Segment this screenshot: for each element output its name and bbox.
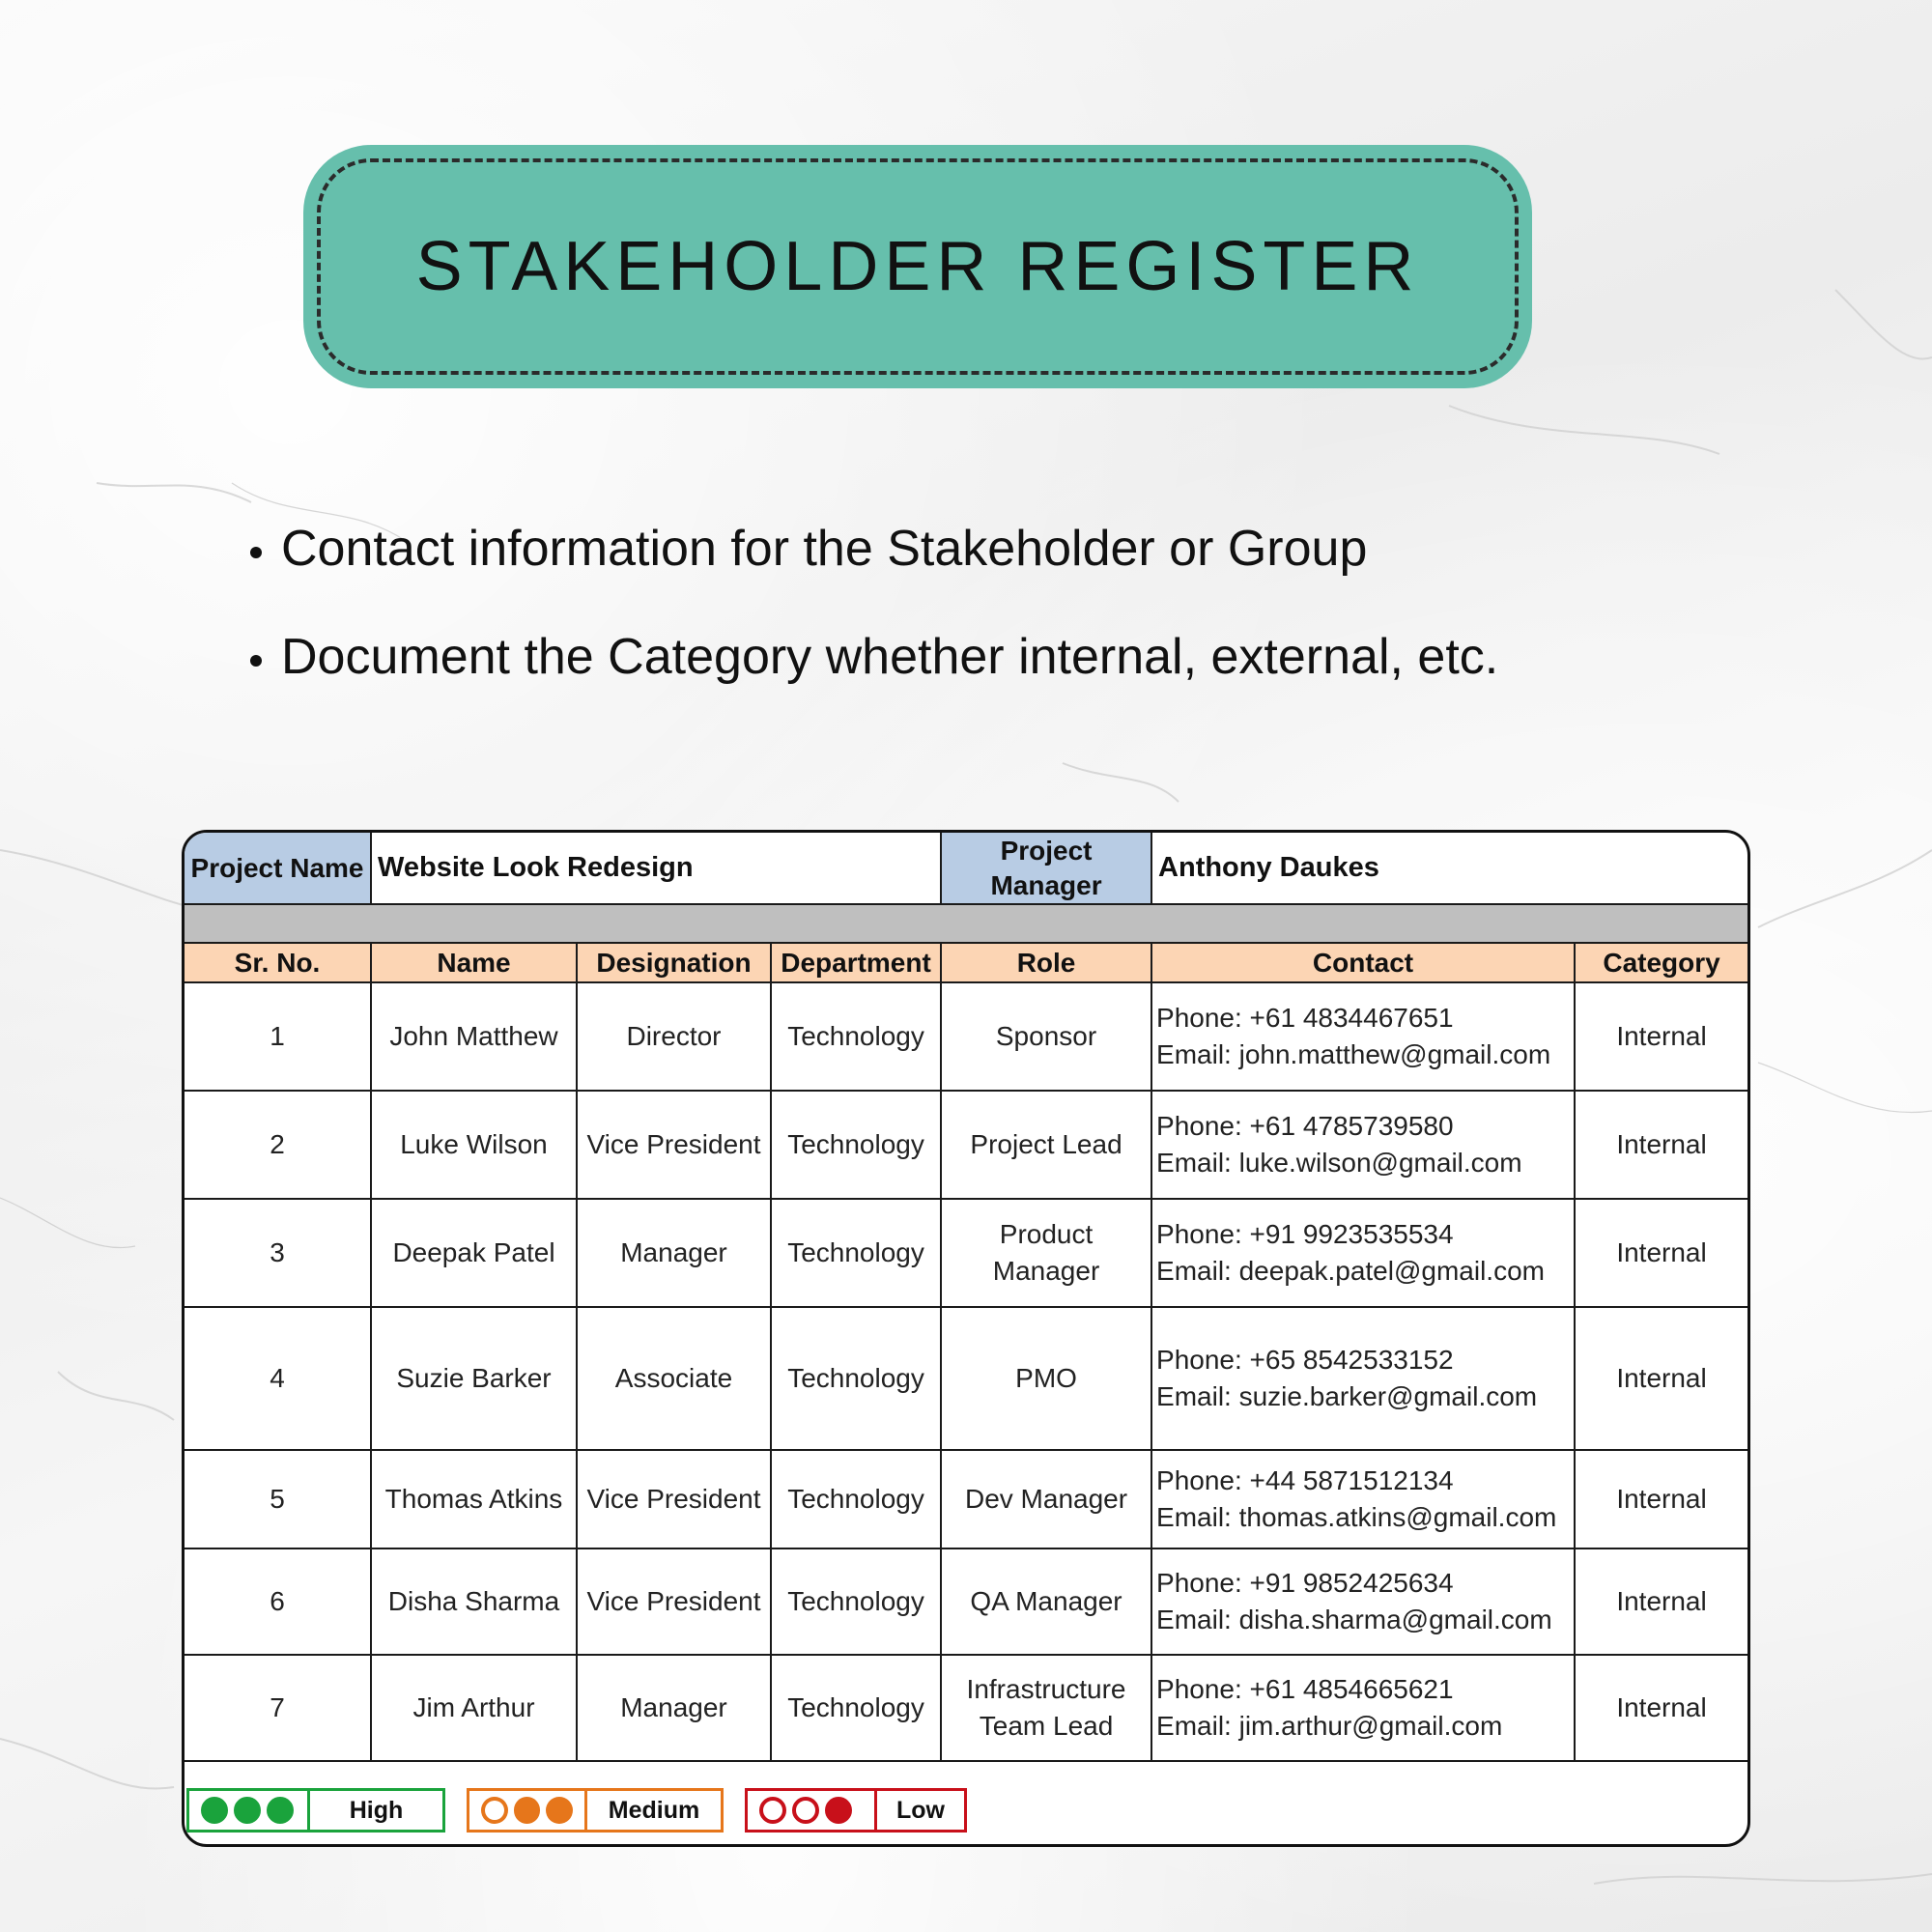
cell-contact bbox=[1151, 1307, 1575, 1450]
cell-department: Technology bbox=[771, 1450, 941, 1548]
cell-role: Infrastructure Team Lead bbox=[941, 1655, 1151, 1761]
contact-phone: Phone: +91 9923535534 bbox=[1156, 1219, 1454, 1249]
cell-name: Jim Arthur bbox=[371, 1655, 577, 1761]
cell-category: Internal bbox=[1575, 1548, 1747, 1655]
project-name-label: Project Name bbox=[185, 833, 371, 904]
cell-contact bbox=[1151, 1199, 1575, 1307]
column-header-department: Department bbox=[771, 943, 941, 982]
contact-phone: Phone: +65 8542533152 bbox=[1156, 1345, 1454, 1375]
cell-designation: Manager bbox=[577, 1655, 771, 1761]
cell-role: Sponsor bbox=[941, 982, 1151, 1091]
cell-designation: Associate bbox=[577, 1307, 771, 1450]
contact-phone: Phone: +44 5871512134 bbox=[1156, 1465, 1454, 1495]
cell-role: Project Lead bbox=[941, 1091, 1151, 1199]
cell-role: QA Manager bbox=[941, 1548, 1151, 1655]
filled-dot-icon bbox=[267, 1797, 294, 1824]
legend-dots bbox=[469, 1791, 587, 1830]
cell-designation: Director bbox=[577, 982, 771, 1091]
legend-label: Low bbox=[896, 1796, 945, 1824]
legend-item-low bbox=[745, 1788, 967, 1833]
project-manager-label: Project Manager bbox=[941, 833, 1151, 904]
cell-category: Internal bbox=[1575, 1091, 1747, 1199]
bullet-item: Contact information for the Stakeholder or Group bbox=[246, 502, 1498, 611]
empty-dot-icon bbox=[481, 1797, 508, 1824]
column-header-sr-no: Sr. No. bbox=[185, 943, 371, 982]
cell-sr-no: 6 bbox=[185, 1548, 371, 1655]
cell-name: Deepak Patel bbox=[371, 1199, 577, 1307]
contact-phone: Phone: +61 4834467651 bbox=[1156, 1003, 1454, 1033]
cell-role: Dev Manager bbox=[941, 1450, 1151, 1548]
cell-department: Technology bbox=[771, 1548, 941, 1655]
contact-phone: Phone: +91 9852425634 bbox=[1156, 1568, 1454, 1598]
cell-name: Disha Sharma bbox=[371, 1548, 577, 1655]
contact-email: Email: suzie.barker@gmail.com bbox=[1156, 1381, 1538, 1411]
cell-designation: Vice President bbox=[577, 1091, 771, 1199]
table-row bbox=[185, 1091, 1747, 1199]
filled-dot-icon bbox=[546, 1797, 573, 1824]
filled-dot-icon bbox=[514, 1797, 541, 1824]
cell-contact bbox=[1151, 1450, 1575, 1548]
table-row bbox=[185, 1450, 1747, 1548]
stakeholder-table-card bbox=[182, 830, 1750, 1847]
cell-category: Internal bbox=[1575, 1307, 1747, 1450]
filled-dot-icon bbox=[201, 1797, 228, 1824]
legend-label: Medium bbox=[608, 1796, 700, 1824]
legend-label: High bbox=[349, 1796, 404, 1824]
column-header-category: Category bbox=[1575, 943, 1747, 982]
cell-department: Technology bbox=[771, 1199, 941, 1307]
cell-contact bbox=[1151, 1655, 1575, 1761]
legend-dots bbox=[189, 1791, 310, 1830]
cell-contact bbox=[1151, 1548, 1575, 1655]
project-info-row bbox=[185, 833, 1747, 904]
cell-designation: Vice President bbox=[577, 1548, 771, 1655]
empty-dot-icon bbox=[759, 1797, 786, 1824]
table-row bbox=[185, 982, 1747, 1091]
cell-contact bbox=[1151, 982, 1575, 1091]
cell-role: PMO bbox=[941, 1307, 1151, 1450]
bullet-list bbox=[246, 502, 1498, 719]
cell-category: Internal bbox=[1575, 982, 1747, 1091]
cell-department: Technology bbox=[771, 1091, 941, 1199]
priority-legend bbox=[186, 1788, 967, 1836]
cell-category: Internal bbox=[1575, 1450, 1747, 1548]
cell-department: Technology bbox=[771, 1307, 941, 1450]
contact-phone: Phone: +61 4854665621 bbox=[1156, 1674, 1454, 1704]
project-manager-value: Anthony Daukes bbox=[1151, 833, 1747, 904]
cell-sr-no: 5 bbox=[185, 1450, 371, 1548]
column-header-name: Name bbox=[371, 943, 577, 982]
table-row bbox=[185, 1199, 1747, 1307]
legend-item-medium bbox=[467, 1788, 724, 1833]
cell-sr-no: 2 bbox=[185, 1091, 371, 1199]
cell-role: Product Manager bbox=[941, 1199, 1151, 1307]
cell-sr-no: 4 bbox=[185, 1307, 371, 1450]
filled-dot-icon bbox=[825, 1797, 852, 1824]
contact-email: Email: jim.arthur@gmail.com bbox=[1156, 1711, 1503, 1741]
cell-designation: Vice President bbox=[577, 1450, 771, 1548]
cell-category: Internal bbox=[1575, 1199, 1747, 1307]
cell-sr-no: 7 bbox=[185, 1655, 371, 1761]
separator-row bbox=[185, 904, 1747, 943]
table-row bbox=[185, 1307, 1747, 1450]
filled-dot-icon bbox=[234, 1797, 261, 1824]
cell-sr-no: 3 bbox=[185, 1199, 371, 1307]
cell-department: Technology bbox=[771, 982, 941, 1091]
bullet-item: Document the Category whether internal, external, etc. bbox=[246, 611, 1498, 719]
cell-designation: Manager bbox=[577, 1199, 771, 1307]
contact-phone: Phone: +61 4785739580 bbox=[1156, 1111, 1454, 1141]
contact-email: Email: disha.sharma@gmail.com bbox=[1156, 1605, 1552, 1634]
column-header-contact: Contact bbox=[1151, 943, 1575, 982]
cell-department: Technology bbox=[771, 1655, 941, 1761]
cell-category: Internal bbox=[1575, 1655, 1747, 1761]
legend-dots bbox=[748, 1791, 877, 1830]
column-header-role: Role bbox=[941, 943, 1151, 982]
title-banner bbox=[303, 145, 1532, 388]
cell-name: John Matthew bbox=[371, 982, 577, 1091]
cell-contact bbox=[1151, 1091, 1575, 1199]
project-name-value: Website Look Redesign bbox=[371, 833, 941, 904]
contact-email: Email: thomas.atkins@gmail.com bbox=[1156, 1502, 1557, 1532]
stakeholder-table bbox=[185, 833, 1747, 1762]
table-body bbox=[185, 982, 1747, 1761]
cell-name: Thomas Atkins bbox=[371, 1450, 577, 1548]
contact-email: Email: luke.wilson@gmail.com bbox=[1156, 1148, 1522, 1178]
contact-email: Email: john.matthew@gmail.com bbox=[1156, 1039, 1551, 1069]
table-row bbox=[185, 1655, 1747, 1761]
contact-email: Email: deepak.patel@gmail.com bbox=[1156, 1256, 1545, 1286]
cell-name: Suzie Barker bbox=[371, 1307, 577, 1450]
cell-name: Luke Wilson bbox=[371, 1091, 577, 1199]
column-header-designation: Designation bbox=[577, 943, 771, 982]
legend-item-high bbox=[186, 1788, 445, 1833]
cell-sr-no: 1 bbox=[185, 982, 371, 1091]
table-row bbox=[185, 1548, 1747, 1655]
table-header bbox=[185, 943, 1747, 982]
empty-dot-icon bbox=[792, 1797, 819, 1824]
page-title: STAKEHOLDER REGISTER bbox=[415, 228, 1420, 305]
